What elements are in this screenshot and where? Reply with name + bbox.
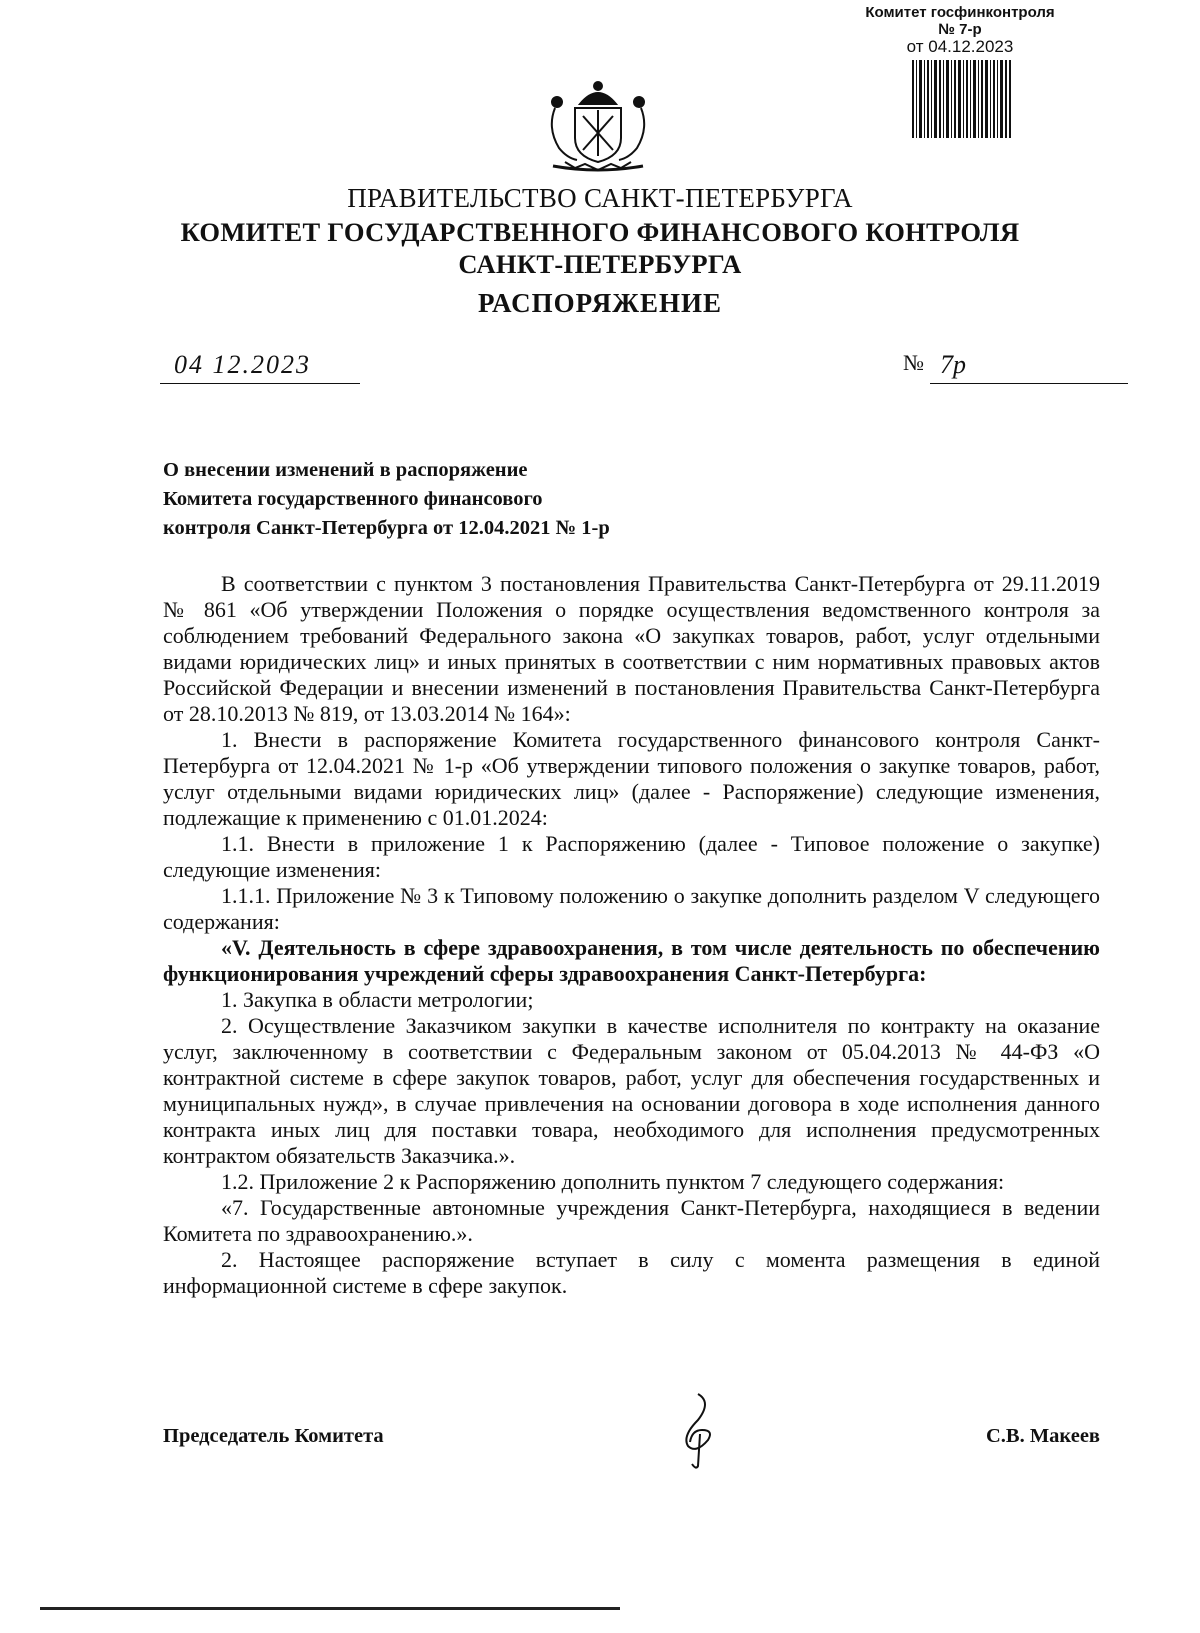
document-type: РАСПОРЯЖЕНИЕ — [477, 288, 723, 318]
list-item: 2. Осуществление Заказчиком закупки в качестве исполнителя по контракту на оказание услуг, заключенному в соответствии с Федеральным законом от 05.04.2013 № 44-ФЗ «О контрактной системе в сфере закупок товаров, работ, услуг для обеспечения государственных и муниципальных нужд», в случае привлечения на основании договора в ходе исполнения данного контракта иных лиц для поставки товара, необходимого для исполнения предусмотренных контрактом обязательств Заказчика.». — [163, 1013, 1100, 1168]
government-title: ПРАВИТЕЛЬСТВО САНКТ-ПЕТЕРБУРГА — [347, 183, 853, 213]
barcode — [912, 60, 1012, 138]
registration-stamp — [860, 4, 1060, 55]
committee-title-line1: КОМИТЕТ ГОСУДАРСТВЕННОГО ФИНАНСОВОГО КОНТРОЛЯ — [180, 217, 1020, 247]
paragraph-2: 2. Настоящее распоряжение вступает в силу с момента размещения в единой информационной системе в сфере закупок. — [163, 1247, 1100, 1298]
divider — [40, 1607, 620, 1610]
signatory-role: Председатель Комитета — [163, 1425, 384, 1447]
paragraph-item-7: «7. Государственные автономные учреждения Санкт-Петербурга, находящиеся в ведении Комитета по здравоохранению.». — [163, 1195, 1100, 1246]
paragraph-1-2: 1.2. Приложение 2 к Распоряжению дополнить пунктом 7 следующего содержания: — [221, 1169, 1005, 1194]
document-subject — [163, 456, 863, 543]
subject-line: О внесении изменений в распоряжение — [163, 459, 528, 481]
handwritten-number: 7р — [930, 350, 1128, 384]
subject-line: контроля Санкт-Петербурга от 12.04.2021 № 1-р — [163, 517, 610, 539]
signature-block — [163, 1417, 1100, 1457]
number-label: № — [903, 350, 924, 375]
paragraph-intro: В соответствии с пунктом 3 постановления Правительства Санкт-Петербурга от 29.11.2019 № 861 «Об утверждении Положения о порядке осуществления ведомственного контроля за соблюдением требований Федерального закона «О закупках товаров, работ, услуг отдельными видами юридических лиц» и иных принятых в соответствии с ним нормативных правовых актов Российской Федерации и внесении изменений в постановления Правительства Санкт-Петербурга от 28.10.2013 № 819, от 13.03.2014 № 164»: — [163, 571, 1100, 726]
section-v-heading: «V. Деятельность в сфере здравоохранения, в том числе деятельность по обеспечению функционирования учреждений сферы здравоохранения Санкт-Петербурга: — [163, 935, 1100, 986]
signatory-name: С.В. Макеев — [985, 1425, 1100, 1447]
committee-title-line2: САНКТ-ПЕТЕРБУРГА — [458, 249, 742, 279]
committee-title — [0, 216, 1200, 280]
document-body — [163, 571, 1100, 1299]
list-item: 1. Закупка в области метрологии; — [221, 987, 534, 1012]
paragraph-1: 1. Внести в распоряжение Комитета государственного финансового контроля Санкт-Петербурга от 12.04.2021 № 1-р «Об утверждении типового положения о закупке товаров, работ, услуг отдельными видами юридических лиц» (далее - Распоряжение) следующие изменения, подлежащие к применению с 01.01.2024: — [163, 727, 1100, 830]
handwritten-date: 04 12.2023 — [160, 350, 360, 384]
stamp-date: от 04.12.2023 — [906, 37, 1014, 56]
paragraph-1-1-1: 1.1.1. Приложение № 3 к Типовому положению о закупке дополнить разделом V следующего содержания: — [163, 883, 1100, 934]
stamp-number: № 7-р — [938, 21, 982, 38]
paragraph-1-1: 1.1. Внести в приложение 1 к Распоряжению (далее - Типовое положение о закупке) следующие изменения: — [163, 831, 1100, 882]
stamp-org: Комитет госфинконтроля — [865, 4, 1055, 21]
coat-of-arms-icon — [545, 78, 651, 174]
subject-line: Комитета государственного финансового — [163, 488, 543, 510]
